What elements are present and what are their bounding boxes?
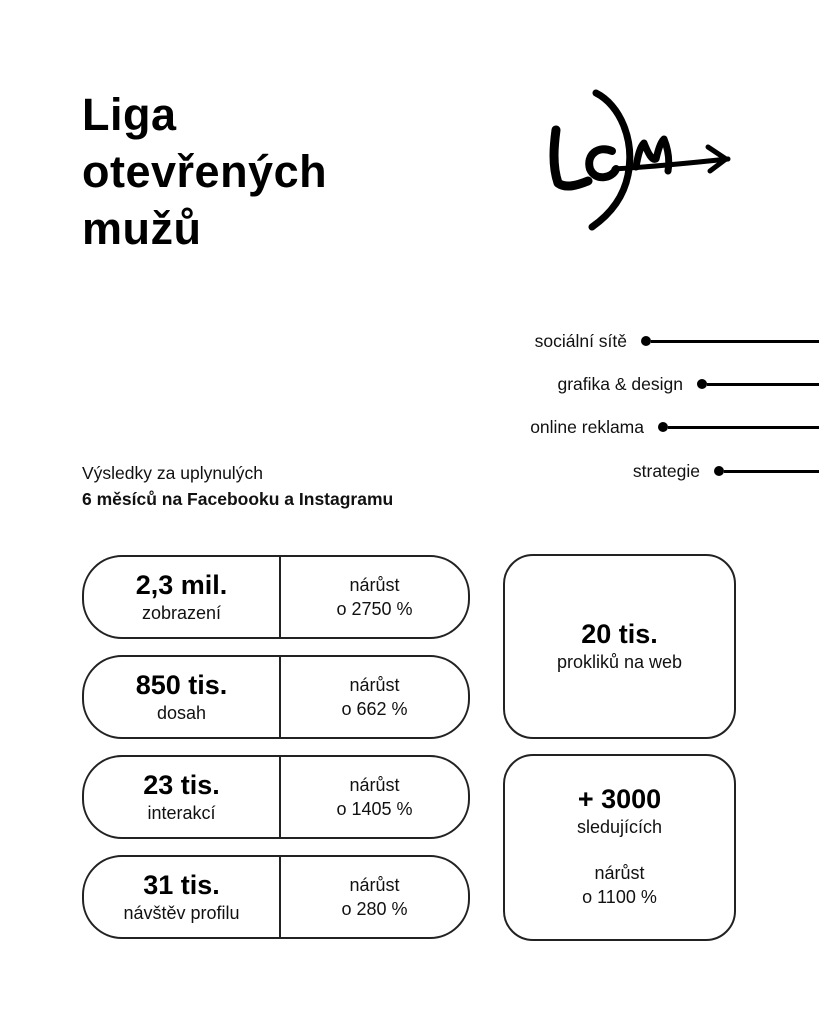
bullet-dot-icon — [658, 422, 668, 432]
stat-main — [84, 757, 281, 837]
stat-growth — [281, 757, 468, 837]
growth-label: nárůst — [349, 675, 400, 695]
stat-value: 31 tis. — [143, 869, 220, 900]
growth-label: nárůst — [349, 575, 400, 595]
growth-value: o 662 % — [341, 699, 408, 719]
bullet-dot-icon — [641, 336, 651, 346]
stat-pill — [82, 855, 470, 939]
service-label: strategie — [632, 460, 700, 481]
service-item — [535, 331, 819, 351]
connector-line — [651, 340, 819, 343]
growth-label: nárůst — [349, 775, 400, 795]
growth-value: o 1405 % — [336, 799, 413, 819]
subtitle-line-1: Výsledky za uplynulých — [82, 463, 263, 483]
stat-card-followers — [503, 754, 736, 941]
stat-label: sledujících — [576, 817, 663, 837]
stat-main — [84, 657, 281, 737]
subtitle-line-2: 6 měsíců na Facebooku a Instagramu — [82, 489, 394, 509]
connector-line — [724, 470, 819, 473]
service-item — [633, 461, 819, 481]
stat-value: 20 tis. — [581, 619, 658, 649]
title-line-2: otevřených — [82, 146, 328, 197]
stat-value: 850 tis. — [135, 669, 228, 700]
stat-growth — [281, 557, 468, 637]
stat-label: interakcí — [147, 802, 216, 823]
stat-label: návštěv profilu — [123, 902, 240, 923]
lom-logo-icon — [540, 85, 740, 235]
growth-label: nárůst — [594, 863, 645, 883]
service-label: online reklama — [530, 416, 644, 437]
stat-pill — [82, 755, 470, 839]
stat-pill — [82, 555, 470, 639]
stat-value: 2,3 mil. — [135, 569, 228, 600]
stat-label: dosah — [156, 702, 207, 723]
page-title — [82, 86, 327, 257]
growth-value: o 2750 % — [336, 599, 413, 619]
service-item — [530, 417, 819, 437]
growth-label: nárůst — [349, 875, 400, 895]
stat-main — [84, 557, 281, 637]
service-label: sociální sítě — [534, 330, 627, 351]
stat-label: prokliků na web — [556, 652, 683, 672]
growth-value: o 280 % — [341, 899, 408, 919]
connector-line — [707, 383, 819, 386]
stat-value: + 3000 — [577, 784, 662, 814]
stat-main — [84, 857, 281, 937]
service-item — [558, 374, 819, 394]
stat-card-clicks — [503, 554, 736, 739]
bullet-dot-icon — [714, 466, 724, 476]
connector-line — [668, 426, 819, 429]
growth-value: o 1100 % — [582, 887, 657, 907]
results-subtitle — [82, 460, 393, 512]
stat-value: 23 tis. — [143, 769, 220, 800]
stat-growth — [281, 857, 468, 937]
service-label: grafika & design — [557, 373, 683, 394]
stat-label: zobrazení — [141, 602, 222, 623]
stat-growth — [281, 657, 468, 737]
bullet-dot-icon — [697, 379, 707, 389]
title-line-3: mužů — [82, 203, 202, 254]
stat-pill — [82, 655, 470, 739]
title-line-1: Liga — [82, 89, 177, 140]
